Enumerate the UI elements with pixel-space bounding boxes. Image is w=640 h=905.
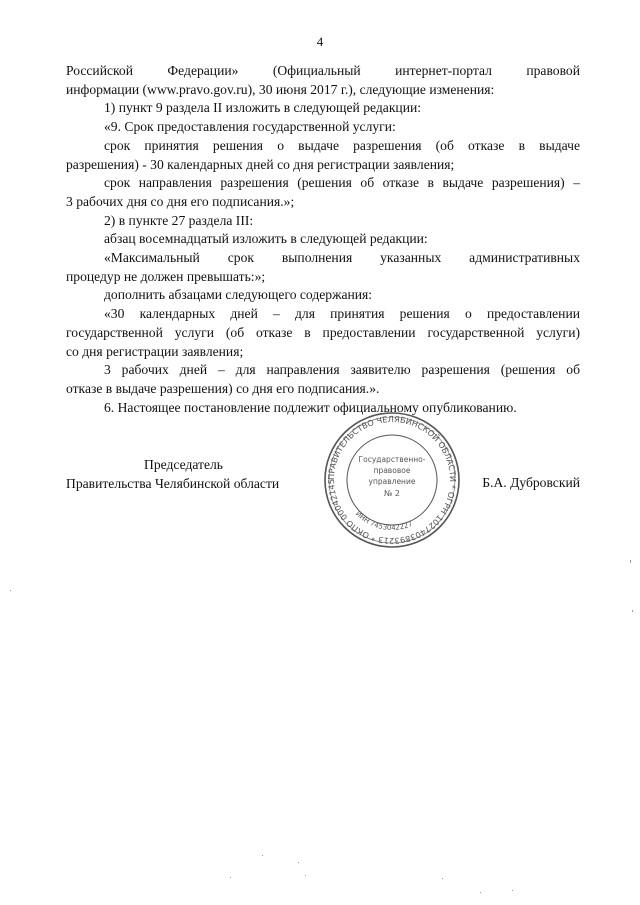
body-line: 3 рабочих дней – для направления заявителю разрешения (решения об xyxy=(104,362,580,378)
seal-inner-line: № 2 xyxy=(384,489,400,498)
signatory-name: Б.А. Дубровский xyxy=(482,475,580,490)
body-line: 3 рабочих дня со дня его подписания.»; xyxy=(66,193,295,209)
seal-outer-text: ПРАВИТЕЛЬСТВО ЧЕЛЯБИНСКОЙ ОБЛАСТИ * ОГРН 1027403893213 * ОКПО 00042145 xyxy=(325,413,459,547)
body-line: «9. Срок предоставления государственной услуги: xyxy=(104,119,396,135)
seal-inner-line: правовое xyxy=(373,466,411,475)
body-line: дополнить абзацами следующего содержания: xyxy=(104,287,373,303)
body-line: Российской Федерации» (Официальный интернет-портал правовой xyxy=(66,63,580,78)
seal-inner-line: Государственно- xyxy=(358,455,426,464)
body-line: разрешения) - 30 календарных дней со дня регистрации заявления; xyxy=(66,156,455,172)
body-line: абзац восемнадцатый изложить в следующей редакции: xyxy=(104,231,428,247)
seal-bottom-text: ИНН 7453042227 xyxy=(353,509,414,533)
body-line: 1) пункт 9 раздела II изложить в следующей редакции: xyxy=(104,100,422,116)
body-line: 2) в пункте 27 раздела III: xyxy=(104,212,254,228)
body-line: информации (www.pravo.gov.ru), 30 июня 2017 г.), следующие изменения: xyxy=(66,81,495,97)
signatory-organization: Правительства Челябинской области xyxy=(66,475,280,491)
body-line: со дня регистрации заявления; xyxy=(66,343,244,359)
seal-inner-line: управление xyxy=(368,477,416,486)
body-line: государственной услуги (об отказе в предоставлении государственной услуги) xyxy=(66,324,580,340)
body-line: 6. Настоящее постановление подлежит официальному опубликованию. xyxy=(104,399,517,415)
body-line: срок принятия решения о выдаче разрешения (об отказе в выдаче xyxy=(104,137,580,153)
body-line: «Максимальный срок выполнения указанных административных xyxy=(104,250,580,266)
body-line: срок направления разрешения (решения об отказе в выдаче разрешения) – xyxy=(104,175,580,191)
page-number: 4 xyxy=(316,34,324,49)
body-line: «30 календарных дней – для принятия решения о предоставлении xyxy=(104,306,580,322)
body-line: отказе в выдаче разрешения) со дня его подписания.». xyxy=(66,380,380,396)
body-line: процедур не должен превышать:»; xyxy=(66,268,266,284)
signatory-position: Председатель xyxy=(144,457,223,472)
